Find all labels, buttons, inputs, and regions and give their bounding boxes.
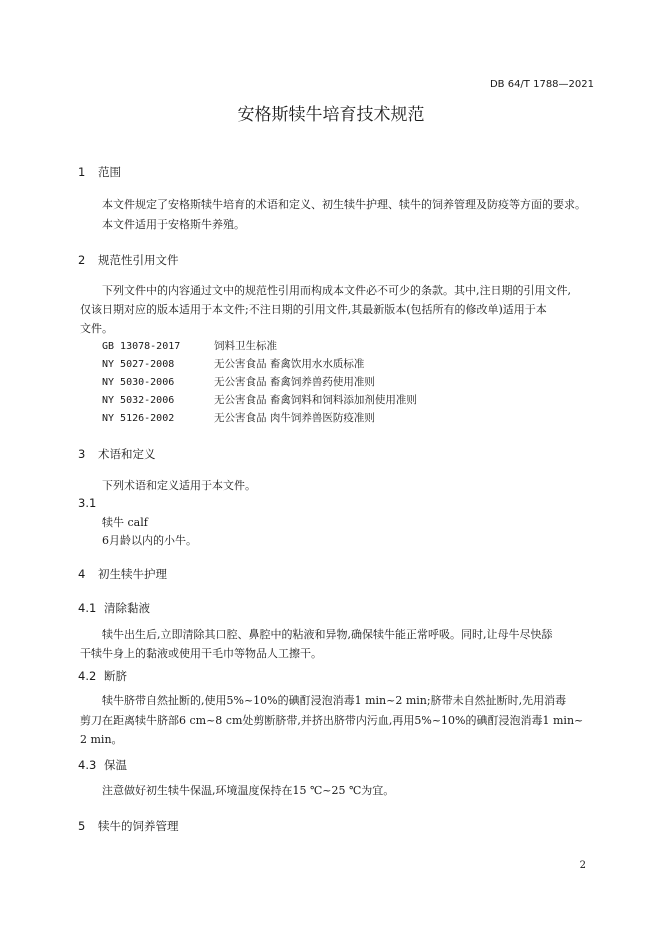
paragraph: 本文件规定了安格斯犊牛培育的术语和定义、初生犊牛护理、犊牛的饲养管理及防疫等方面的要求。 xyxy=(102,198,586,211)
paragraph-line: 2 min。 xyxy=(80,733,123,746)
section-2-heading xyxy=(78,252,179,268)
section-title: 犊牛的饲养管理 xyxy=(98,819,179,833)
standard-code: DB 64/T 1788—2021 xyxy=(489,79,594,90)
section-3-heading xyxy=(78,446,156,462)
page-number: 2 xyxy=(579,860,586,871)
reference-item xyxy=(102,374,375,389)
subsection-number: 4.3 xyxy=(78,758,97,772)
reference-title: 无公害食品 畜禽饲养兽药使用准则 xyxy=(214,376,375,388)
section-number: 5 xyxy=(78,819,86,833)
paragraph-line: 犊牛出生后,立即清除其口腔、鼻腔中的粘液和异物,确保犊牛能正常呼吸。同时,让母牛尽快舔 xyxy=(102,628,553,641)
section-number: 1 xyxy=(78,165,86,179)
section-number: 2 xyxy=(78,253,86,267)
paragraph-line: 注意做好初生犊牛保温,环境温度保持在15 ℃~25 ℃为宜。 xyxy=(102,784,395,797)
paragraph: 下列术语和定义适用于本文件。 xyxy=(102,479,256,492)
paragraph-line: 下列文件中的内容通过文中的规范性引用而构成本文件必不可少的条款。其中,注日期的引用文件, xyxy=(102,284,571,297)
reference-item xyxy=(102,356,364,371)
term-number: 3.1 xyxy=(78,496,97,510)
paragraph-line: 干犊牛身上的黏液或使用干毛巾等物品人工擦干。 xyxy=(80,647,322,660)
reference-item xyxy=(102,410,375,425)
reference-item xyxy=(102,392,417,407)
subsection-number: 4.1 xyxy=(78,601,97,615)
page-title: 安格斯犊牛培育技术规范 xyxy=(237,105,425,125)
reference-title: 无公害食品 畜禽饮用水水质标准 xyxy=(214,358,365,370)
paragraph: 本文件适用于安格斯牛养殖。 xyxy=(102,218,245,231)
section-5-heading xyxy=(78,818,179,834)
reference-code: NY 5032-2006 xyxy=(102,395,175,406)
reference-title: 无公害食品 肉牛饲养兽医防疫准则 xyxy=(214,412,375,424)
term-entry: 犊牛 calf xyxy=(102,516,148,529)
subsection-4-3-heading xyxy=(78,757,127,773)
section-number: 3 xyxy=(78,447,86,461)
section-1-heading xyxy=(78,164,121,180)
section-4-heading xyxy=(78,566,167,582)
subsection-number: 4.2 xyxy=(78,669,97,683)
subsection-4-1-heading xyxy=(78,600,150,616)
term-definition: 6月龄以内的小牛。 xyxy=(102,534,197,547)
section-number: 4 xyxy=(78,567,86,581)
reference-code: NY 5027-2008 xyxy=(102,359,175,370)
reference-title: 无公害食品 畜禽饲料和饲料添加剂使用准则 xyxy=(214,394,417,406)
section-title: 术语和定义 xyxy=(98,447,156,461)
section-title: 范围 xyxy=(98,165,121,179)
subsection-title: 清除黏液 xyxy=(104,601,150,615)
subsection-title: 断脐 xyxy=(104,669,127,683)
reference-title: 饲料卫生标准 xyxy=(214,340,277,352)
section-title: 初生犊牛护理 xyxy=(98,567,167,581)
subsection-title: 保温 xyxy=(104,758,127,772)
paragraph-line: 剪刀在距离犊牛脐部6 cm~8 cm处剪断脐带,并挤出脐带内污血,再用5%~10%的碘酊浸泡消毒1 min~ xyxy=(80,714,584,727)
section-title: 规范性引用文件 xyxy=(98,253,179,267)
subsection-4-2-heading xyxy=(78,668,127,684)
paragraph-line: 仅该日期对应的版本适用于本文件;不注日期的引用文件,其最新版本(包括所有的修改单)适用于本 xyxy=(80,303,547,316)
reference-code: NY 5030-2006 xyxy=(102,377,175,388)
paragraph-line: 犊牛脐带自然扯断的,使用5%~10%的碘酊浸泡消毒1 min~2 min;脐带未自然扯断时,先用消毒 xyxy=(102,694,567,707)
reference-item xyxy=(102,338,277,353)
reference-code: NY 5126-2002 xyxy=(102,413,175,424)
reference-code: GB 13078-2017 xyxy=(102,341,181,352)
paragraph-line: 文件。 xyxy=(80,322,113,335)
